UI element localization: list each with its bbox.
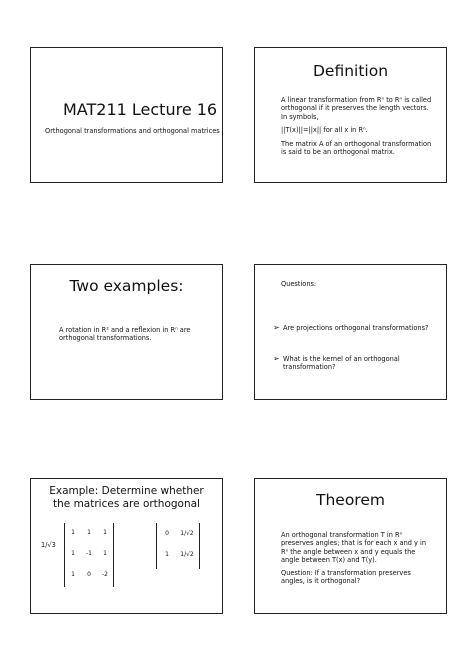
- bullet-arrow-icon: ➢: [273, 354, 280, 363]
- slide-example-matrices: [30, 478, 223, 614]
- definition-title: Definition: [312, 62, 389, 80]
- matrix-a: [64, 523, 114, 587]
- definition-text: A linear transformation from Rⁿ to Rⁿ is called orthogonal if it preserves the length vectors. In symbols,: [281, 96, 432, 121]
- matrix-cell: -1: [86, 550, 92, 557]
- slide-questions: [254, 264, 447, 400]
- example-title: [31, 485, 222, 511]
- matrix-cell: 1: [71, 529, 75, 536]
- slide-title: [30, 47, 223, 183]
- matrix-cell: 1/√2: [180, 551, 194, 558]
- theorem-question: Question: If a transformation preserves angles, is it orthogonal?: [281, 568, 411, 586]
- definition-matrix-text: The matrix A of an orthogonal transformation is said to be an orthogonal matrix.: [281, 139, 432, 157]
- matrix-cell: 1/√2: [180, 530, 194, 537]
- question-item: [273, 355, 438, 372]
- matrix-b: [156, 523, 200, 569]
- matrix-cell: 1: [87, 529, 91, 536]
- matrix-cell: 1: [71, 550, 75, 557]
- definition-body: [281, 96, 432, 161]
- examples-title: Two examples:: [69, 277, 184, 295]
- question-text: What is the kernel of an orthogonal transformation?: [283, 355, 400, 372]
- examples-body: A rotation in R² and a reflexion in Rⁿ are orthogonal transformations.: [59, 326, 191, 343]
- matrix-cell: -2: [102, 571, 108, 578]
- matrix-cell: 1: [103, 529, 107, 536]
- theorem-body: [281, 531, 434, 589]
- example-title-line2: the matrices are orthogonal: [53, 498, 200, 510]
- matrix-cell: 1: [71, 571, 75, 578]
- theorem-title: Theorem: [316, 491, 385, 509]
- matrix-cell: 1: [103, 550, 107, 557]
- matrix-scalar: 1/√3: [41, 541, 56, 549]
- slide-theorem: [254, 478, 447, 614]
- lecture-title: MAT211 Lecture 16: [63, 100, 218, 119]
- matrix-cell: 0: [87, 571, 91, 578]
- slide-definition: [254, 47, 447, 183]
- lecture-subtitle: Orthogonal transformations and orthogonal matrices: [45, 127, 220, 135]
- definition-formula: ||T(x)||=||x|| for all x in Rⁿ.: [281, 126, 368, 135]
- matrix-cell: 1: [165, 551, 169, 558]
- questions-heading: Questions:: [281, 280, 317, 288]
- bullet-arrow-icon: ➢: [273, 323, 280, 332]
- question-item: [273, 324, 438, 332]
- example-title-line1: Example: Determine whether: [49, 485, 204, 497]
- matrix-cell: 0: [165, 530, 169, 537]
- slide-two-examples: [30, 264, 223, 400]
- question-text: Are projections orthogonal transformations?: [283, 324, 429, 332]
- theorem-statement: An orthogonal transformation T in Rⁿ preserves angles; that is for each x and y in Rⁿ the angle between x and y equals the angle between T(x) and T(y).: [281, 531, 427, 565]
